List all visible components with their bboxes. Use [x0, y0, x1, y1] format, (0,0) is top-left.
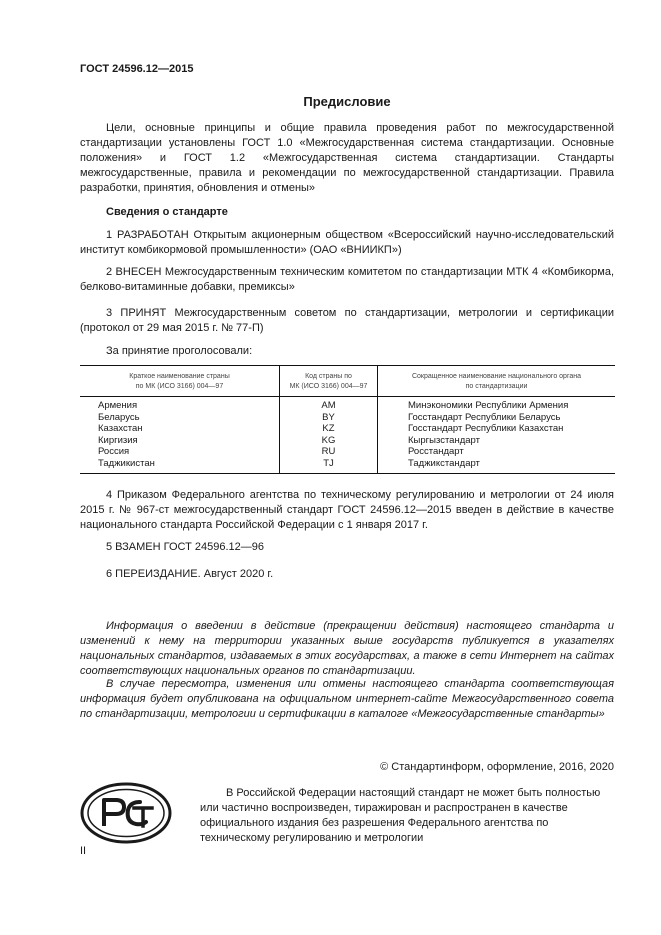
column-header-country-line1: Краткое наименование страны	[129, 373, 230, 380]
table-cell-body: Росстандарт	[408, 446, 464, 457]
country-codes-cell	[280, 397, 378, 474]
intro-paragraph: Цели, основные принципы и общие правила проведения работ по межгосударственной стандартизации установлены ГОСТ 1.0 «Межгосударственная система стандартизации. Основные положения» и ГОСТ 1.2 «Межгосударственная система стандартизации. Стандарты межгосударственные, правила и рекомендации по межгосударственной стандартизации. Правила разработки, принятия, обновления и отмены»	[80, 122, 614, 194]
page-number: II	[80, 845, 87, 857]
table-cell-code: AM	[321, 400, 336, 411]
table-cell-code: KG	[321, 434, 336, 446]
national-bodies-cell	[378, 397, 616, 474]
column-header-body-line1: Сокращенное наименование национального органа	[411, 373, 581, 380]
voted-label: За принятие проголосовали:	[106, 345, 253, 357]
table-cell-country: Армения	[98, 400, 138, 411]
table-body	[80, 397, 615, 474]
table-cell-country: Казахстан	[98, 423, 143, 434]
table-cell-body: Таджикстандарт	[408, 457, 480, 469]
rst-logo-icon	[80, 782, 172, 844]
notice-paragraph-1: Информация о введении в действие (прекращении действия) настоящего стандарта и изменений к нему на территории указанных выше государств публикуется в указателях национальных стандартов, издаваемых в этих государствах, а также в сети Интернет на сайтах соответствующих национальных органов по стандартизации.	[80, 620, 614, 677]
table-cell-body: Кыргызстандарт	[408, 434, 480, 446]
table-cell-body: Госстандарт Республики Беларусь	[408, 411, 561, 423]
item-2-introduced-by: 2 ВНЕСЕН Межгосударственным техническим комитетом по стандартизации МТК 4 «Комбикорма, белково-витаминные добавки, премиксы»	[80, 266, 614, 293]
table-cell-body: Госстандарт Республики Казахстан	[408, 423, 564, 434]
column-header-body	[378, 366, 616, 397]
table-cell-code: TJ	[323, 457, 334, 469]
reproduction-notice: В Российской Федерации настоящий стандарт не может быть полностью или частично воспроизведен, тиражирован и распространен в качестве официального издания без разрешения Федерального агентства по техническому регулированию и метрологии	[200, 787, 601, 844]
item-6-reissue: 6 ПЕРЕИЗДАНИЕ. Август 2020 г.	[106, 568, 274, 580]
item-5-replaces: 5 ВЗАМЕН ГОСТ 24596.12—96	[106, 541, 264, 553]
notice-paragraph-2: В случае пересмотра, изменения или отмены настоящего стандарта соответствующая информация будет опубликована на официальном интернет-сайте Межгосударственного совета по стандартизации, метрологии и сертификации в каталоге «Межгосударственные стандарты»	[80, 678, 614, 720]
item-4-order: 4 Приказом Федерального агентства по техническому регулированию и метрологии от 24 июля 2015 г. № 967-ст межгосударственный стандарт ГОСТ 24596.12—2015 введен в действие в качестве национального стандарта Российской Федерации с 1 января 2017 г.	[80, 489, 614, 531]
table-cell-code: RU	[321, 446, 336, 457]
item-1-developed-by: 1 РАЗРАБОТАН Открытым акционерным обществом «Всероссийский научно-исследовательский институт комбикормовой промышленности» (ОАО «ВНИИКП»)	[80, 229, 614, 256]
voting-countries-table	[80, 365, 615, 474]
item-3-adopted-by: 3 ПРИНЯТ Межгосударственным советом по стандартизации, метрологии и сертификации (протокол от 29 мая 2015 г. № 77-П)	[80, 307, 614, 334]
page-title: Предисловие	[303, 94, 391, 109]
table-header-row	[80, 366, 615, 397]
copyright-line: © Стандартинформ, оформление, 2016, 2020	[380, 761, 614, 773]
rst-logo	[80, 782, 172, 844]
table-cell-code: KZ	[322, 423, 335, 434]
table-cell-code: BY	[322, 411, 335, 423]
table-cell-country: Таджикистан	[98, 457, 155, 469]
column-header-code-line2: МК (ИСО 3166) 004—97	[289, 382, 368, 390]
column-header-country-line2: по МК (ИСО 3166) 004—97	[135, 382, 224, 390]
table-cell-country: Киргизия	[98, 434, 138, 446]
table-cell-country: Россия	[98, 446, 130, 457]
document-header-standard-id: ГОСТ 24596.12—2015	[80, 63, 194, 75]
table-cell-country: Беларусь	[98, 411, 140, 423]
column-header-country	[80, 366, 280, 397]
column-header-code	[280, 366, 378, 397]
column-header-code-line1: Код страны по	[305, 373, 352, 380]
table-cell-body: Минэкономики Республики Армения	[408, 400, 569, 411]
section-title: Сведения о стандарте	[106, 206, 228, 218]
country-names-cell	[80, 397, 280, 474]
column-header-body-line2: по стандартизации	[465, 382, 528, 390]
